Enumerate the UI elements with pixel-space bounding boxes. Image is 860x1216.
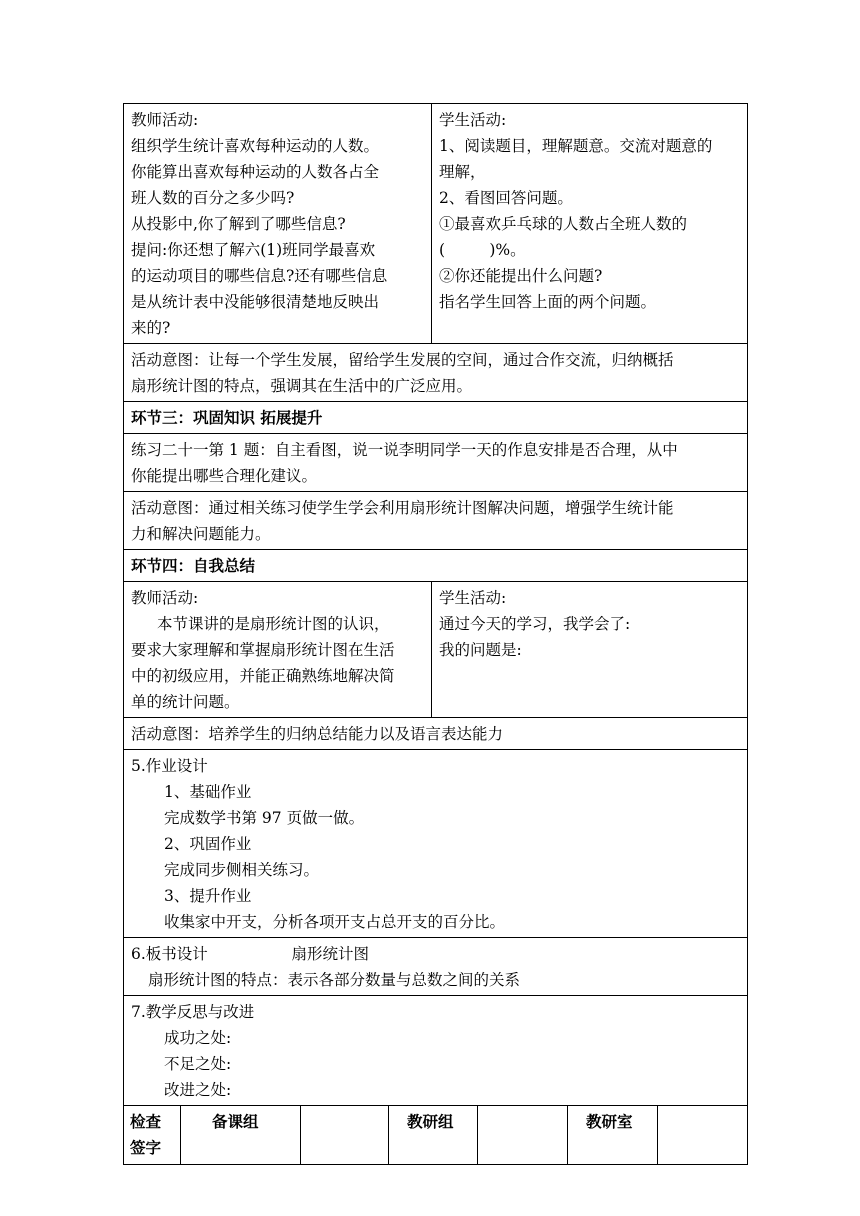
student-activity-title: 学生活动: — [439, 111, 507, 129]
text-line: 改进之处: — [164, 1081, 232, 1099]
text-line: 指名学生回答上面的两个问题。 — [439, 293, 657, 311]
teacher-activity-title: 教师活动: — [131, 111, 199, 129]
section3-title-row — [124, 402, 748, 434]
lesson-plan-table — [123, 103, 748, 1165]
teaching-reflection — [124, 996, 748, 1106]
teacher-activity-cell — [124, 582, 432, 718]
check-signature-label: 检查签字 — [124, 1106, 181, 1165]
homework-row — [124, 750, 748, 938]
board-title: 6.板书设计 扇形统计图 — [131, 945, 370, 963]
text-line: 完成同步侧相关练习。 — [164, 861, 320, 879]
student-activity-cell — [432, 104, 748, 344]
text-line: 力和解决问题能力。 — [131, 525, 271, 543]
text-line: 扇形统计图的特点：表示各部分数量与总数之间的关系 — [148, 971, 521, 989]
text-line: 1、阅读题目，理解题意。交流对题意的 — [439, 137, 713, 155]
text-line: 扇形统计图的特点，强调其在生活中的广泛应用。 — [131, 377, 473, 395]
activity-intent — [124, 492, 748, 550]
text-line: 练习二十一第 1 题：自主看图，说一说李明同学一天的作息安排是否合理，从中 — [131, 441, 678, 459]
signature-blank — [658, 1106, 748, 1165]
text-line: ①最喜欢乒乓球的人数占全班人数的 — [439, 215, 688, 233]
summary-row — [124, 582, 748, 718]
signature-blank — [478, 1106, 568, 1165]
signature-row — [124, 1106, 748, 1165]
text-line: ( )%。 — [439, 241, 526, 259]
text-line: 的运动项目的哪些信息?还有哪些信息 — [131, 267, 388, 285]
text-line: 来的? — [131, 319, 171, 337]
research-office-label — [568, 1106, 658, 1165]
text-line: 2、巩固作业 — [164, 835, 252, 853]
text-line: 你能算出喜欢每种运动的人数各占全 — [131, 163, 380, 181]
section4-title-row — [124, 550, 748, 582]
section-heading: 环节三：巩固知识 拓展提升 — [124, 402, 748, 434]
exercise-text — [124, 434, 748, 492]
activities-row — [124, 104, 748, 344]
signature-blank — [301, 1106, 389, 1165]
text-line: 班人数的百分之多少吗? — [131, 189, 295, 207]
student-activity-cell — [432, 582, 748, 718]
text-line: 理解， — [439, 163, 486, 181]
intent-row-1 — [124, 344, 748, 402]
text-line: 1、基础作业 — [164, 783, 252, 801]
student-activity-title: 学生活动: — [439, 589, 507, 607]
text-line: 提问:你还想了解六(1)班同学最喜欢 — [131, 241, 376, 259]
reflection-title: 7.教学反思与改进 — [131, 1003, 255, 1021]
activity-intent: 活动意图：培养学生的归纳总结能力以及语言表达能力 — [124, 718, 748, 750]
intent-row-3 — [124, 718, 748, 750]
text-line: 单的统计问题。 — [131, 693, 240, 711]
board-design — [124, 938, 748, 996]
teacher-activity-title: 教师活动: — [131, 589, 199, 607]
text-line: ②你还能提出什么问题? — [439, 267, 603, 285]
activity-intent — [124, 344, 748, 402]
text-line: 是从统计表中没能够很清楚地反映出 — [131, 293, 380, 311]
group-label: 备课组 — [212, 1113, 259, 1131]
text-line: 活动意图：让每一个学生发展，留给学生发展的空间，通过合作交流，归纳概括 — [131, 351, 674, 369]
homework-title: 5.作业设计 — [131, 757, 208, 775]
text-line: 中的初级应用，并能正确熟练地解决简 — [131, 667, 395, 685]
research-group-label — [389, 1106, 478, 1165]
text-line: 活动意图：通过相关练习使学生学会利用扇形统计图解决问题，增强学生统计能 — [131, 499, 674, 517]
section3-body-row — [124, 434, 748, 492]
board-row — [124, 938, 748, 996]
text-line: 通过今天的学习，我学会了: — [439, 615, 631, 633]
homework-design — [124, 750, 748, 938]
text-line: 完成数学书第 97 页做一做。 — [164, 809, 365, 827]
text-line: 要求大家理解和掌握扇形统计图在生活 — [131, 641, 395, 659]
group-label: 教研组 — [407, 1113, 454, 1131]
text-line: 组织学生统计喜欢每种运动的人数。 — [131, 137, 380, 155]
text-line: 收集家中开支，分析各项开支占总开支的百分比。 — [164, 913, 506, 931]
text-line: 从投影中,你了解到了哪些信息? — [131, 215, 346, 233]
text-line: 你能提出哪些合理化建议。 — [131, 467, 318, 485]
section-heading: 环节四：自我总结 — [124, 550, 748, 582]
text-line: 2、看图回答问题。 — [439, 189, 573, 207]
intent-row-2 — [124, 492, 748, 550]
text-line: 3、提升作业 — [164, 887, 252, 905]
text-line: 成功之处: — [164, 1029, 232, 1047]
text-line: 我的问题是: — [439, 641, 522, 659]
group-label: 教研室 — [586, 1113, 633, 1131]
text-line: 不足之处: — [164, 1055, 232, 1073]
reflection-row — [124, 996, 748, 1106]
lesson-group-label — [181, 1106, 301, 1165]
teacher-activity-cell — [124, 104, 432, 344]
text-line: 本节课讲的是扇形统计图的认识， — [157, 615, 390, 633]
